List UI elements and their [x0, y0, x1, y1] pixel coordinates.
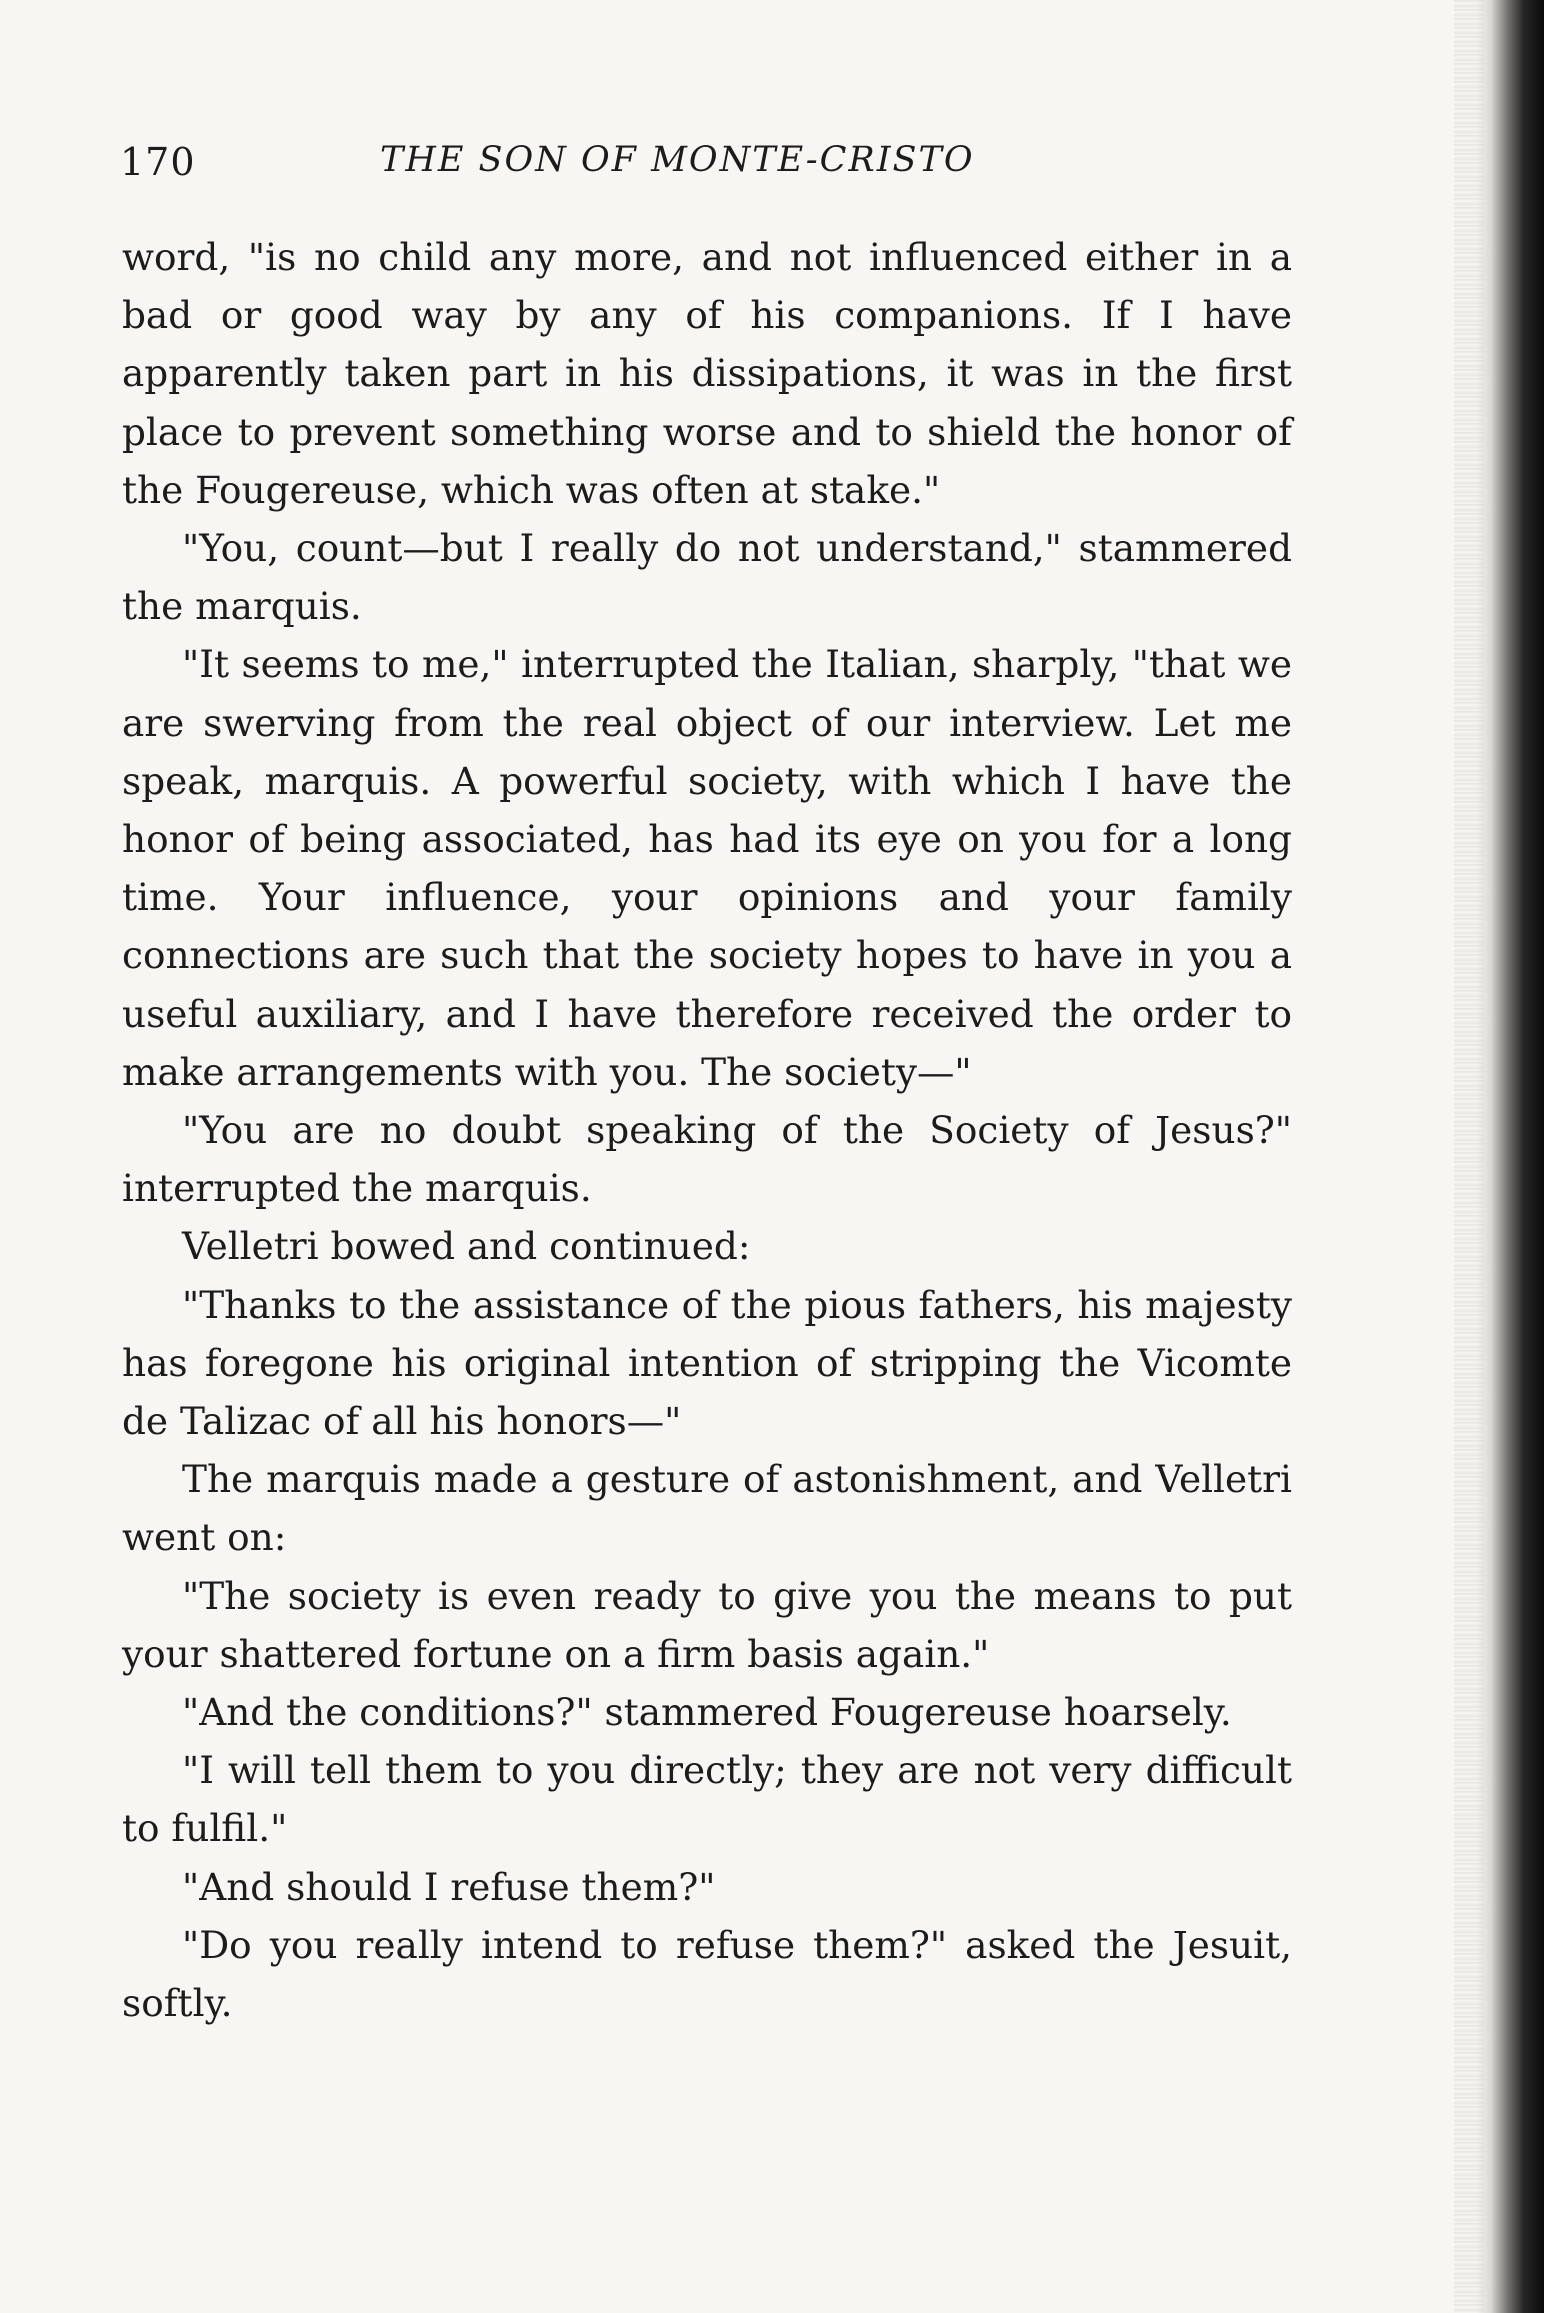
page-header [120, 140, 1300, 200]
paragraph: "And the conditions?" stammered Fougereuse hoarsely. [182, 1690, 1232, 1735]
book-gutter-shadow [1476, 0, 1544, 2313]
paragraph: "Do you really intend to refuse them?" asked the Jesuit, softly. [122, 1922, 1292, 2026]
paragraph: Velletri bowed and continued: [182, 1224, 751, 1269]
running-title: THE SON OF MONTE-CRISTO [380, 140, 975, 180]
paragraph: "The society is even ready to give you the means to put your shattered fortune on a firm basis again." [122, 1573, 1292, 1676]
paragraph: "And should I refuse them?" [182, 1864, 716, 1909]
page-number: 170 [120, 140, 196, 184]
paragraph: "It seems to me," interrupted the Italian, sharply, "that we are swerving from the real object of our interview. Let me speak, marquis. A powerful society, with which I have the honor of being associated, has had its eye on you for a long time. Your influence, your opinions and your family connections are such that the society hopes to have in you a useful auxiliary, and I have therefore received the order to make arrangements with you. The society—" [122, 642, 1292, 1094]
paragraph: "You are no doubt speaking of the Society of Jesus?" interrupted the marquis. [122, 1108, 1292, 1211]
paragraph: The marquis made a gesture of astonishment, and Velletri went on: [122, 1457, 1292, 1560]
paragraph: "You, count—but I really do not understand," stammered the marquis. [122, 526, 1292, 629]
body-text [122, 228, 1292, 2032]
paragraph: "I will tell them to you directly; they are not very difficult to fulfil." [122, 1748, 1292, 1851]
paragraph: "Thanks to the assistance of the pious fathers, his majesty has foregone his original intention of stripping the Vicomte de Talizac of all his honors—" [122, 1282, 1292, 1444]
paragraph: word, "is no child any more, and not influenced either in a bad or good way by any of his companions. If I have apparently taken part in his dissipations, it was in the first place to prevent something worse and to shield the honor of the Fougereuse, which was often at stake." [122, 235, 1292, 512]
